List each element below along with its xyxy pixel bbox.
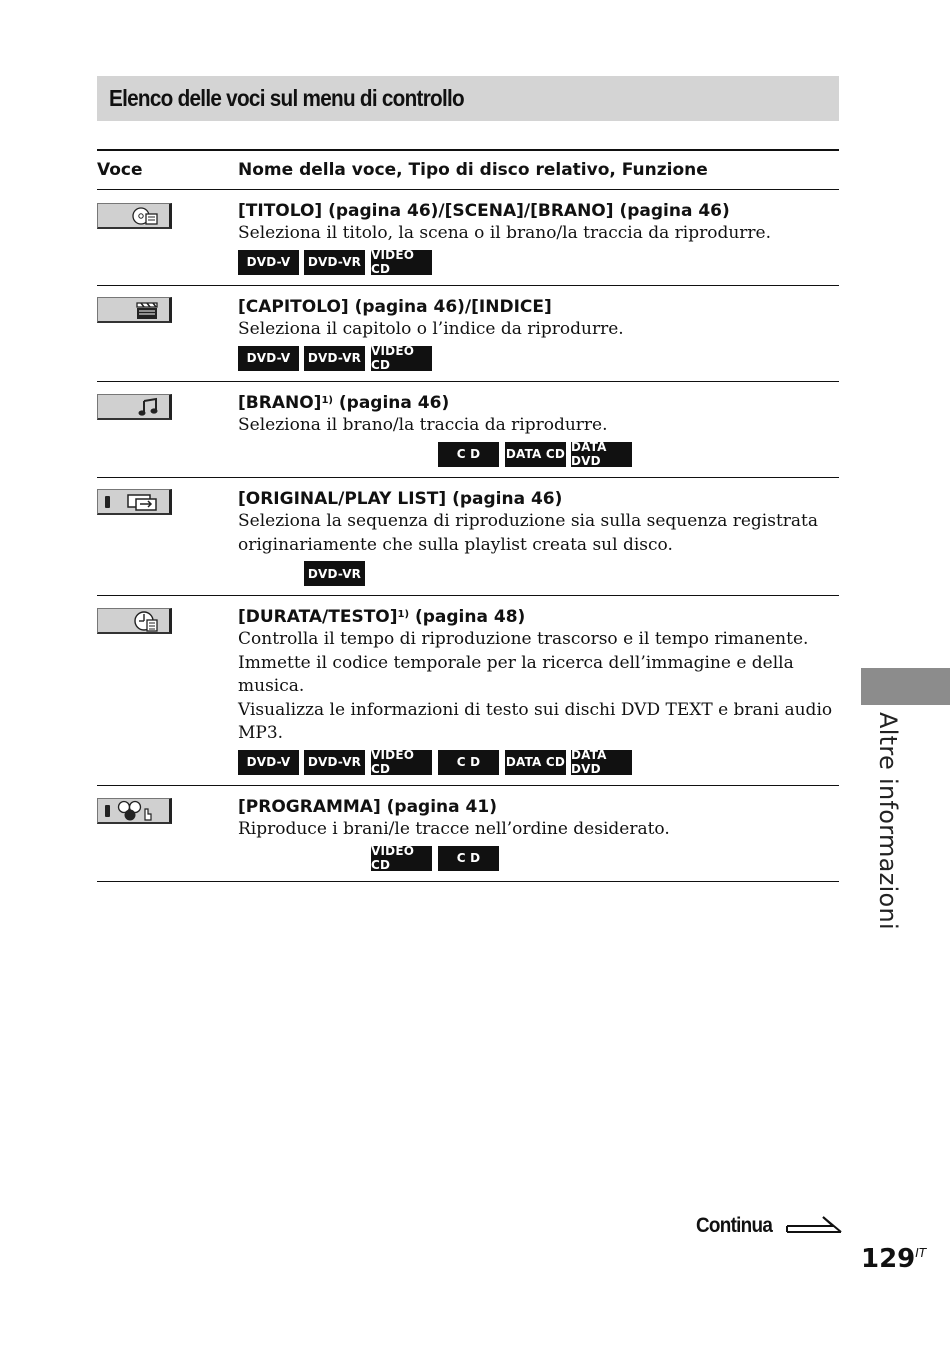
disc-type-badges: [238, 561, 839, 586]
table-row: [97, 478, 839, 596]
clock-text-icon: [97, 608, 172, 634]
disc-badge-dvd-vr: DVD-VR: [304, 250, 365, 275]
disc-type-badges: [238, 750, 839, 775]
item-description: Riproduce i brani/le tracce nell’ordine desiderato.: [238, 819, 670, 839]
table-row: [97, 786, 839, 882]
menu-items-table: [97, 149, 839, 882]
disc-badge-video-cd: VIDEO CD: [371, 750, 432, 775]
table-row: [97, 190, 839, 286]
disc-badge-data-dvd: DATA DVD: [571, 750, 632, 775]
disc-badge-dvd-v: DVD-V: [238, 750, 299, 775]
side-tab-label: Altre informazioni: [874, 712, 902, 931]
disc-badge-data-cd: DATA CD: [505, 442, 566, 467]
side-tab-marker: [861, 668, 950, 705]
section-header: [97, 76, 839, 121]
program-icon: [97, 798, 172, 824]
disc-badge-dvd-vr: DVD-VR: [304, 346, 365, 371]
disc-badge-dvd-v: DVD-V: [238, 346, 299, 371]
item-title: [DURATA/TESTO]$^{1)}$ (pagina 48): [238, 607, 526, 627]
music-note-icon: [97, 394, 172, 420]
playlist-icon: [97, 489, 172, 515]
table-header: [97, 151, 839, 190]
item-title: [BRANO]$^{1)}$ (pagina 46): [238, 393, 450, 413]
disc-type-badges: [238, 250, 839, 275]
chapter-clapper-icon: [97, 297, 172, 323]
continue-indicator: [696, 1213, 845, 1239]
disc-badge-dvd-vr: DVD-VR: [304, 750, 365, 775]
item-title: [TITOLO] (pagina 46)/[SCENA]/[BRANO] (pagina 46): [238, 201, 730, 221]
item-title: [CAPITOLO] (pagina 46)/[INDICE]: [238, 297, 552, 317]
table-row: [97, 286, 839, 382]
item-description: Controlla il tempo di riproduzione trascorso e il tempo rimanente. Immette il codice temporale per la ricerca dell’immagine e della musica. Visualizza le informazioni di testo sui dischi DVD TEXT e brani audio MP3.: [238, 629, 833, 743]
item-description: Seleziona il brano/la traccia da riprodurre.: [238, 415, 608, 435]
column-header-voce: Voce: [97, 160, 143, 180]
continua-label: Continua: [696, 1214, 773, 1237]
disc-type-badges: [238, 346, 839, 371]
disc-type-badges: [238, 442, 839, 467]
disc-type-badges: [238, 846, 839, 871]
page-number: $129^{IT}$: [861, 1244, 927, 1274]
item-description: Seleziona il capitolo o l’indice da riprodurre.: [238, 319, 624, 339]
disc-badge-video-cd: VIDEO CD: [371, 346, 432, 371]
item-title: [PROGRAMMA] (pagina 41): [238, 797, 497, 817]
disc-badge-data-cd: DATA CD: [505, 750, 566, 775]
item-title: [ORIGINAL/PLAY LIST] (pagina 46): [238, 489, 563, 509]
item-description: Seleziona il titolo, la scena o il brano/la traccia da riprodurre.: [238, 223, 772, 243]
disc-badge-cd: C D: [438, 750, 499, 775]
disc-badge-dvd-v: DVD-V: [238, 250, 299, 275]
disc-badge-dvd-vr: DVD-VR: [304, 561, 365, 586]
table-row: [97, 382, 839, 478]
column-header-description: Nome della voce, Tipo di disco relativo, Funzione: [238, 160, 708, 180]
disc-badge-cd: C D: [438, 442, 499, 467]
title-disc-icon: [97, 203, 172, 229]
disc-badge-data-dvd: DATA DVD: [571, 442, 632, 467]
item-description: Seleziona la sequenza di riproduzione sia sulla sequenza registrata originariamente che sulla playlist creata sul disco.: [238, 511, 819, 555]
continue-arrow-icon: [783, 1213, 845, 1239]
disc-badge-video-cd: VIDEO CD: [371, 846, 432, 871]
disc-badge-video-cd: VIDEO CD: [371, 250, 432, 275]
disc-badge-cd: C D: [438, 846, 499, 871]
table-row: [97, 596, 839, 786]
section-title: Elenco delle voci sul menu di controllo: [109, 85, 464, 111]
